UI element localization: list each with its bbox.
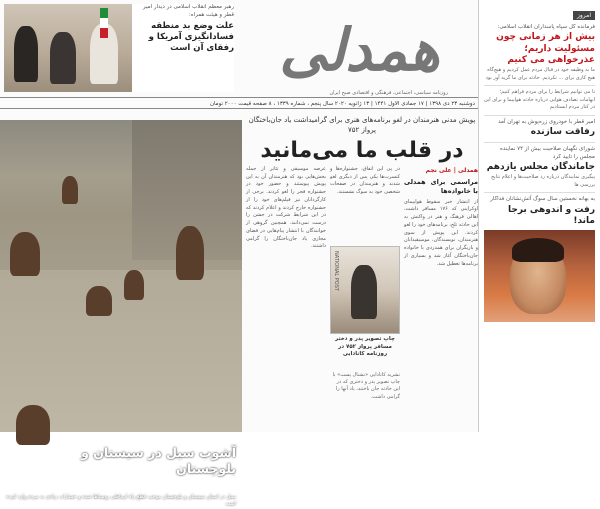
center-subhead: مراسمی برای همدلی با خانواده‌ها (404, 178, 478, 195)
center-col1-text: از انتشار خبر سقوط هواپیمای اوکراینی که ۱۷۶ مسافر داشت، اهالی فرهنگ و هنر در واکنش به این حادثه تلخ، برنامه‌های خود را لغو کردند. این پویش از سوی هنرمندان، نویسندگان، موسیقیدانان و بازیگران برای همدردی با خانواده جان‌باختگان آغاز شد و بسیاری از برنامه‌ها تعطیل شد. (404, 198, 478, 267)
newspaper-logo[interactable] (266, 2, 466, 94)
right-story-1-kicker: فرمانده کل سپاه پاسداران انقلاب اسلامی: (497, 24, 595, 30)
center-col3-text: عرصه موسیقی و تئاتر از جمله بخش‌هایی بود که هنرمندان آن به این پویش پیوستند و حضور خود در جشنواره فجر را لغو کردند. برخی از کارگردانان نیز فیلم‌های خود را از جشنواره خارج کردند و اعلام کردند که در این شرایط شرکت در جشن را درست نمی‌دانند. همچنین گروهی از خوانندگان با انتشار پیام‌هایی در فضای مجازی یاد جان‌باختگان را گرامی داشتند. (246, 165, 326, 250)
masthead (0, 0, 478, 115)
flood-caption-body: سیل در استان سیستان و بلوچستان موجب قطع راه ارتباطی روستاها شده و خسارات زیادی به مردم وارد کرده است (6, 494, 236, 508)
right-story-4-kicker: شورای نگهبان صلاحیت بیش از ۷۴ نماینده مجلس را تایید کرد (500, 146, 595, 160)
right-story-4-head: جاماندگان مجلس یازدهم (486, 162, 595, 173)
center-byline: همدلی | علی نجم (425, 166, 478, 174)
center-kicker: پویش مدنی هنرمندان در لغو برنامه‌های هنری برای گرامیداشت یاد جان‌باختگان پرواز ۷۵۲ (248, 116, 476, 134)
right-story-4[interactable] (484, 143, 595, 193)
right-column (478, 0, 600, 432)
top-promo-head: علت وضع بد منطقه فسادانگیزی آمریکا و رفقای آن است (148, 21, 234, 54)
center-story[interactable] (246, 114, 478, 432)
top-promo-story[interactable] (4, 4, 234, 92)
right-story-5[interactable] (484, 193, 595, 325)
national-post-poster (330, 246, 400, 334)
poster-quote: نشریه کانادایی «نشنال پست» با چاپ تصویر پدر و دختری که در این حادثه جان باختند، یاد آنها را گرامی داشت. (332, 371, 400, 400)
right-story-5-kicker: به بهانه نخستین سال سوگ آتش‌نشانان فداکار (490, 196, 595, 203)
right-story-1-head: بیش از هر زمانی چون مسئولیت داریم؛ عذرخواهی می کنیم (496, 32, 595, 65)
right-story-5-head: رفت و اندوهی برجا ماند! (507, 204, 595, 227)
flood-photo[interactable] (0, 120, 242, 508)
dateline: دوشنبه ۲۳ دی ۱۳۹۸ | ۱۷ جمادی الاول ۱۴۴۱ | ۱۳ ژانویه ۲۰۲۰ سال پنجم ، شماره ۱۳۳۹ ، ۸ صفحه قیمت ۲۰۰۰ تومان (0, 97, 478, 109)
right-story-4-body: پیگیری نمایندگان درباره رد صلاحیت‌ها و اعلام نتایج بررسی ها (491, 174, 595, 188)
right-story-2[interactable] (484, 86, 595, 116)
center-col2-text: در پی این اتفاق، جشنواره‌ها و کنسرت‌ها یکی پس از دیگری لغو شدند و هنرمندان در صفحات شخصی خود به سوگ نشستند. (330, 165, 400, 196)
flood-caption-head: آشوب سیل در سیستان و بلوچستان (81, 445, 236, 476)
right-story-2-body: تا می توانیم شرایط را برای مردم فراهم کنیم؛ ابهامات تصادف هوایی درباره حادثه هواپیما و برای این در کنار مردم ایستادیم (484, 89, 595, 111)
center-column-2 (330, 166, 400, 246)
firefighter-photo (484, 230, 595, 322)
center-headline: در قلب ما می‌مانید (260, 137, 464, 163)
today-label: امروز (573, 11, 595, 20)
leader-meeting-photo (4, 4, 132, 92)
poster-caption: چاپ تصویر پدر و دختر مسافر پرواز ۷۵۲ در روزنامه کانادایی (335, 335, 395, 358)
center-column-1 (404, 166, 478, 416)
logo-text: همدلی (279, 16, 440, 84)
center-column-3 (246, 166, 326, 416)
right-story-3-head: رفاقت سازنده (530, 127, 595, 138)
logo-subtitle: روزنامه سیاسی، اجتماعی، فرهنگی و اقتصادی صبح ایران (329, 90, 448, 96)
right-story-3-kicker: امیر قطر با خودروی زره‌پوش به تهران آمد (498, 118, 595, 125)
right-story-3[interactable] (484, 116, 595, 144)
poster-label: NATIONAL POST (333, 250, 339, 291)
right-story-1[interactable] (484, 21, 595, 86)
top-promo-kicker: رهبر معظم انقلاب اسلامی در دیدار امیر قطر و هیئت همراه: (142, 4, 234, 18)
right-story-1-body: ما به وظیفه خود در قبال مردم عمل کردیم و هیچ‌گاه هیچ کاری برای ... نکردیم. حادثه برای ما گریه آور بود (485, 67, 595, 81)
